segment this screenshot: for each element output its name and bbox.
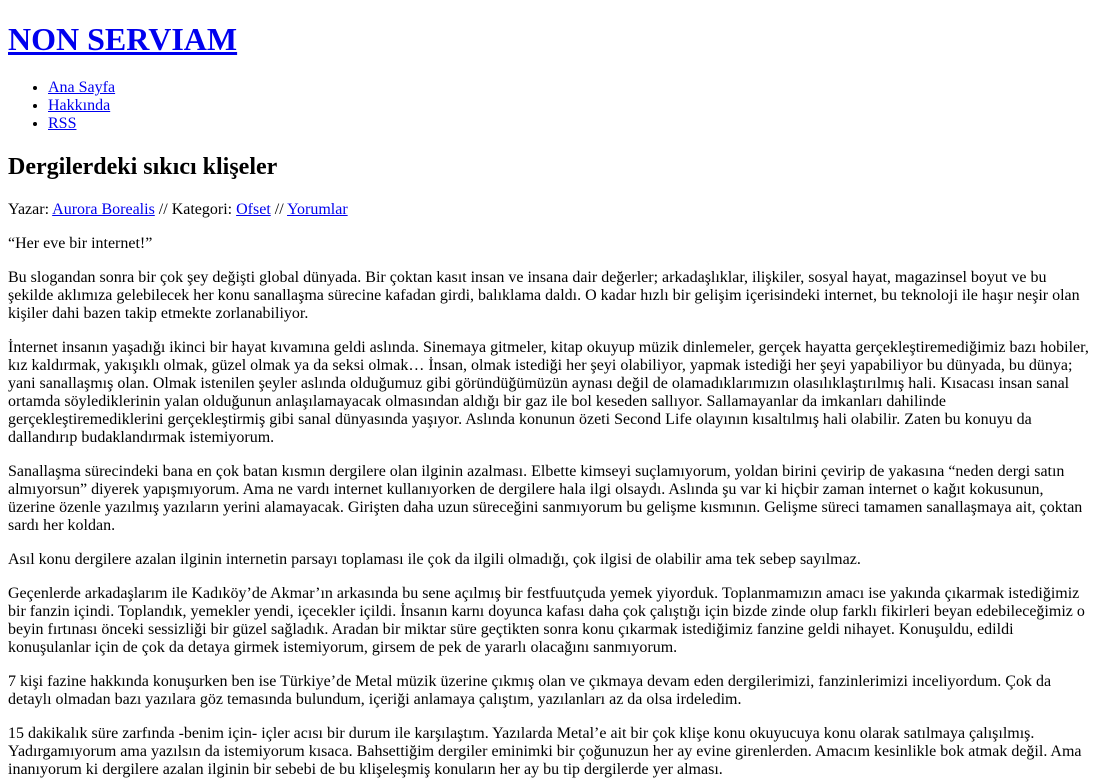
nav-link-about[interactable]: Hakkında bbox=[48, 97, 111, 114]
nav-link-rss[interactable]: RSS bbox=[48, 115, 77, 132]
nav-item-about bbox=[48, 97, 1092, 115]
post-paragraph: Sanallaşma sürecindeki bana en çok batan kısmın dergilere olan ilginin azalması. Elbette kimseyi suçlamıyorum, yoldan birini çevirip de yakasına “neden dergi satın almıyorsun” diyerek yapışmıyorum. Ama ne vardı internet kullanıyorken de dergilere hala ilgi olsaydı. Aslında şu var ki hiçbir zaman internet o kağıt kokusunun, üzerine özenle yazılmış yazıların yerini alamayacak. Girişten daha uzun süreceğini sanmıyorum bu gelişme kısmının. Gelişme süreci tamamen sanallaşmaya ait, çoktan sardı her koldan. bbox=[8, 463, 1083, 534]
post-title: Dergilerdeki sıkıcı klişeler bbox=[8, 154, 278, 180]
nav-item-home bbox=[48, 79, 1092, 97]
post-meta bbox=[8, 201, 1092, 219]
post-paragraph: Bu slogandan sonra bir çok şey değişti global dünyada. Bir çoktan kasıt insan ve insana dair değerler; arkadaşlıklar, ilişkiler, sosyal hayat, magazinsel boyut ve bu şekilde aklımıza gelebilecek her konu sanallaşma sürecine kafadan girdi, balıklama daldı. O kadar hızlı bir gelişim içerisindeki internet, bu teknoloji ile haşır neşir olan kişiler dahi bazen takip etmekte zorlanabiliyor. bbox=[8, 269, 1080, 322]
post-paragraph: 15 dakikalık süre zarfında -benim için- içler acısı bir durum ile karşılaştım. Yazılarda Metal’e ait bir çok klişe konu okuyucuya konu olarak satılmaya çalışılmış. Yadırgamıyorum ama yazılsın da istemiyorum kısaca. Bahsettiğim dergiler eminimki bir çoğunuzun her ay evine girenlerden. Amacım kesinlikle bok atmak değil. Ama inanıyorum ki dergilere azalan ilginin bir sebebi de bu klişeleşmiş konuların her ay bu tip dergilerde yer alması. bbox=[8, 725, 1082, 778]
comments-separator: // bbox=[270, 201, 288, 218]
site-title-link[interactable]: NON SERVIAM bbox=[8, 21, 238, 57]
post-paragraph: İnternet insanın yaşadığı ikinci bir hayat kıvamına geldi aslında. Sinemaya gitmeler, kitap okuyup müzik dinlemeler, gerçek hayatta gerçekleştiremediğimiz bazı hobiler, kız kaldırmak, yakışıklı olmak, güzel olmak ya da seksi olmak… İnsan, olmak istediği her şeyi olabiliyor, yapmak istediği her şeyi yapabiliyor bu dünyada, bu dünya; yani sanallaşmış olan. Olmak istenilen şeyler aslında olduğumuz gibi göründüğümüzün aynası değil de olamadıklarımızın olasılıklaştırılmış hali. Kısacası insan sanal ortamda söylediklerinin yalan olduğunun anlaşılamayacak olmasından aldığı bir gaz ile bol keseden sallıyor. Sallamayanlar da imkanları dahilinde gerçekleştiremediklerini gerçekleştirmiş gibi sanal dünyasında yaşıyor. Aslında konunun özeti Second Life olayının kısaltılmış hali olabilir. Zaten bu konuyu da dallandırıp budaklandırmak istemiyorum. bbox=[8, 339, 1089, 446]
page bbox=[0, 21, 1100, 779]
author-link[interactable]: Aurora Borealis bbox=[52, 201, 155, 218]
post-paragraph: Asıl konu dergilere azalan ilginin internetin parsayı toplaması ile çok da ilgili olmadığı, çok ilgisi de olabilir ama tek sebep sayılmaz. bbox=[8, 551, 861, 568]
category-link[interactable]: Ofset bbox=[236, 201, 271, 218]
author-prefix: Yazar: bbox=[8, 201, 53, 218]
nav-item-rss bbox=[48, 115, 1092, 133]
nav-link-home[interactable]: Ana Sayfa bbox=[48, 79, 116, 96]
category-separator: // Kategori: bbox=[154, 201, 237, 218]
comments-link[interactable]: Yorumlar bbox=[287, 201, 348, 218]
post-paragraph: 7 kişi fazine hakkında konuşurken ben ise Türkiye’de Metal müzik üzerine çıkmış olan ve çıkmaya devam eden dergilerimizi, fanzinlerimizi inceliyordum. Çok da detaylı olmadan bazı yazılara göz temasında bulundum, içeriği anlamaya çalıştım, yazılanları az da olsa irdeledim. bbox=[8, 673, 1052, 708]
post-paragraph: Geçenlerde arkadaşlarım ile Kadıköy’de Akmar’ın arkasında bu sene açılmış bir festfuutçuda yemek yiyorduk. Toplanmamızın amacı ise yakında çıkarmak istediğimiz bir fanzin içindi. Toplandık, yemekler yendi, içecekler içildi. İnsanın karnı doyunca kafası daha çok çalıştığı için bizde zinde olup farklı fikirleri beyan edebileceğimiz o beyin fırtınası önceki sessizliği bir güzel sağladık. Aradan bir miktar süre geçtikten sonra konu çıkarmak istediğimiz fanzine geldi nihayet. Konuşuldu, edildi konuşulanlar için de çok da detaya girmek istemiyorum, girsem de pek de yararlı olacağını sanmıyorum. bbox=[8, 585, 1085, 656]
post-paragraph: “Her eve bir internet!” bbox=[8, 235, 153, 252]
site-title bbox=[8, 21, 1092, 58]
post-body bbox=[8, 235, 1092, 779]
main-nav bbox=[8, 79, 1092, 133]
